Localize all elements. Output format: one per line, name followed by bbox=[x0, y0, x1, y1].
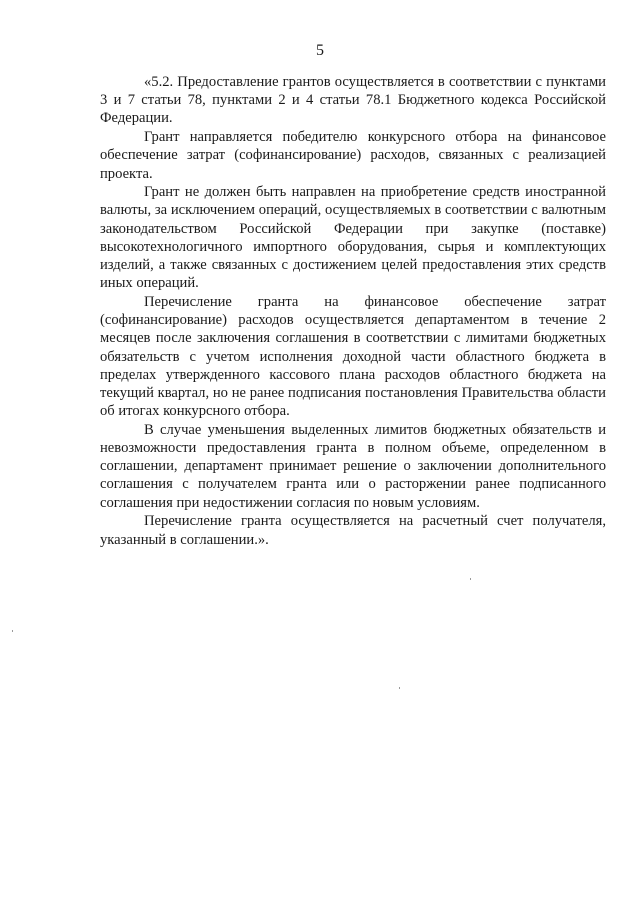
paragraph-6: Перечисление гранта осуществляется на расчетный счет получателя, указанный в соглашении.». bbox=[100, 513, 606, 548]
paragraph-2: Грант направляется победителю конкурсного отбора на финансовое обеспечение затрат (софинансирование) расходов, связанных с реализацией проекта. bbox=[100, 129, 606, 182]
paragraph-1: «5.2. Предоставление грантов осуществляется в соответствии с пунктами 3 и 7 статьи 78, пунктами 2 и 4 статьи 78.1 Бюджетного кодекса Российской Федерации. bbox=[100, 74, 606, 127]
document-body bbox=[100, 73, 606, 549]
paragraph-5: В случае уменьшения выделенных лимитов бюджетных обязательств и невозможности предоставления гранта в полном объеме, определенном в соглашении, департамент принимает решение о заключении дополнительного соглашения с получателем гранта или о расторжении ранее подписанного соглашения при недостижении согласия по новым условиям. bbox=[100, 421, 606, 511]
scan-speck bbox=[399, 687, 400, 689]
paragraph-4: Перечисление гранта на финансовое обеспечение затрат (софинансирование) расходов осуществляется департаментом в течение 2 месяцев после заключения соглашения в соответствии с лимитами бюджетных обязательств с учетом исполнения доходной части областного бюджета в пределах утвержденного кассового плана расходов областного бюджета на текущий квартал, но не ранее подписания постановления Правительства области об итогах конкурсного отбора. bbox=[100, 293, 606, 420]
scan-speck bbox=[470, 578, 471, 580]
paragraph-3: Грант не должен быть направлен на приобретение средств иностранной валюты, за исключением операций, осуществляемых в соответствии с валютным законодательством Российской Федерации при закупке (поставке) высокотехнологичного импортного оборудования, сырья и комплектующих изделий, а также связанных с достижением целей предоставления этих средств иных операций. bbox=[100, 184, 606, 292]
page-number: 5 bbox=[316, 42, 324, 59]
scan-speck bbox=[12, 630, 13, 632]
